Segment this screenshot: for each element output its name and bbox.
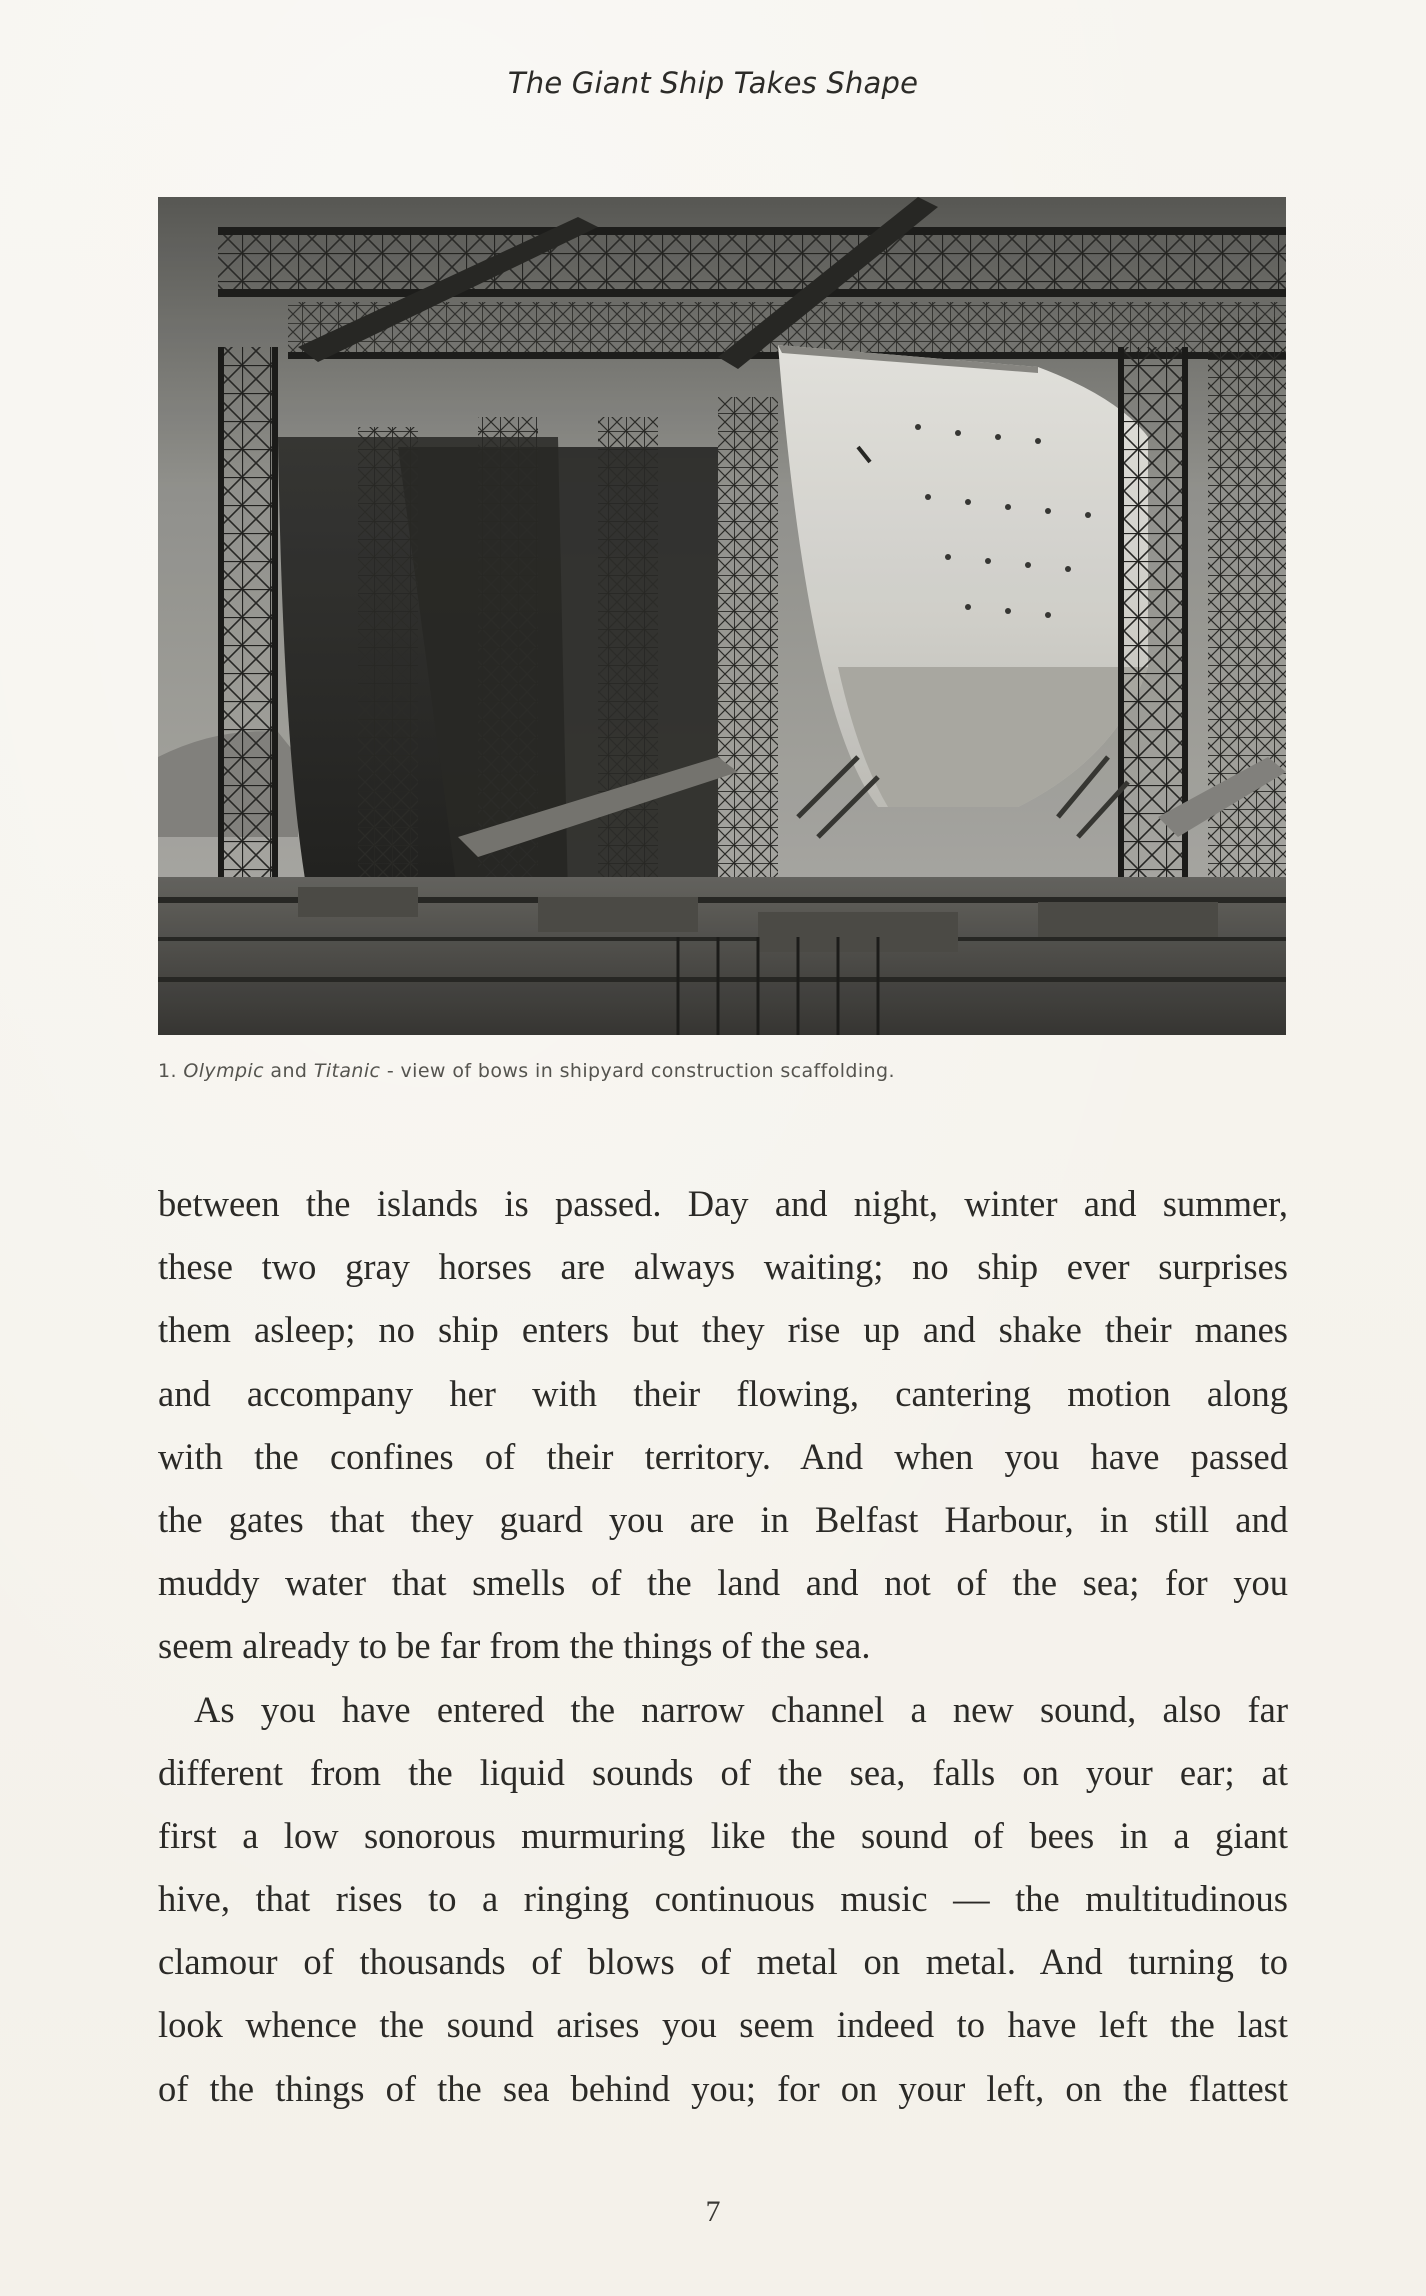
caption-ship-olympic: Olympic bbox=[183, 1060, 264, 1082]
body-line: As you have entered the narrow channel a new sound, also far bbox=[194, 1688, 1288, 1730]
body-text bbox=[158, 1172, 1288, 2120]
body-line: first a low sonorous murmuring like the sound of bees in a giant bbox=[158, 1814, 1288, 1856]
shipyard-photograph bbox=[158, 197, 1286, 1035]
caption-number: 1. bbox=[158, 1060, 177, 1082]
body-line: and accompany her with their flowing, cantering motion along bbox=[158, 1372, 1288, 1414]
body-line: muddy water that smells of the land and not of the sea; for you bbox=[158, 1562, 1288, 1604]
figure-caption bbox=[158, 1060, 895, 1082]
body-line: between the islands is passed. Day and night, winter and summer, bbox=[158, 1183, 1288, 1224]
body-line: look whence the sound arises you seem indeed to have left the last bbox=[158, 2004, 1288, 2046]
page-number: 7 bbox=[705, 2195, 721, 2228]
body-line: them asleep; no ship enters but they rise up and shake their manes bbox=[158, 1309, 1288, 1351]
caption-ship-titanic: Titanic bbox=[313, 1060, 381, 1082]
photo-illustration bbox=[158, 197, 1286, 1035]
body-line: hive, that rises to a ringing continuous music — the multitudinous bbox=[158, 1878, 1288, 1920]
caption-and: and bbox=[270, 1060, 308, 1082]
body-line: of the things of the sea behind you; for on your left, on the flattest bbox=[158, 2067, 1288, 2109]
body-line: different from the liquid sounds of the sea, falls on your ear; at bbox=[158, 1751, 1288, 1793]
body-line: these two gray horses are always waiting; no ship ever surprises bbox=[158, 1246, 1288, 1288]
body-line: clamour of thousands of blows of metal on metal. And turning to bbox=[158, 1941, 1288, 1983]
body-line: seem already to be far from the things of the sea. bbox=[158, 1625, 871, 1667]
body-line: with the confines of their territory. And when you have passed bbox=[158, 1435, 1288, 1477]
body-line: the gates that they guard you are in Belfast Harbour, in still and bbox=[158, 1498, 1288, 1540]
caption-description: - view of bows in shipyard construction scaffolding. bbox=[386, 1060, 895, 1082]
running-head: The Giant Ship Takes Shape bbox=[507, 66, 919, 100]
